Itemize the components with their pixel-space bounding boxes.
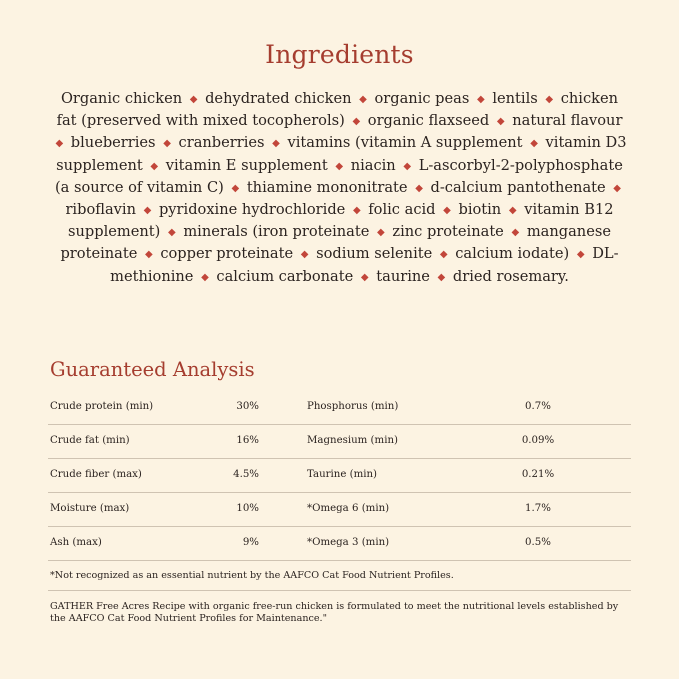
diamond-separator-icon: ◆ [415, 182, 423, 194]
diamond-separator-icon: ◆ [352, 116, 361, 128]
diamond-separator-icon: ◆ [352, 205, 361, 217]
nutrient-value: 1.7% [525, 503, 551, 514]
ingredients-list [52, 89, 627, 289]
ingredient-item: manganese proteinate [60, 223, 611, 263]
diamond-separator-icon: ◆ [613, 182, 621, 194]
ingredient-item: calcium iodate) [455, 245, 570, 263]
ingredient-item: thiamine mononitrate [246, 178, 408, 196]
ingredient-item: dried rosemary. [452, 267, 569, 285]
analysis-row [48, 493, 631, 527]
diamond-separator-icon: ◆ [576, 249, 585, 261]
ingredient-item: folic acid [368, 201, 436, 219]
nutrient-value: 10% [236, 503, 259, 514]
nutrient-value: 0.5% [525, 537, 551, 548]
nutrient-value: 16% [236, 435, 259, 446]
ingredient-item: sodium selenite [316, 245, 433, 263]
analysis-footnote: *Not recognized as an essential nutrient by the AAFCO Cat Food Nutrient Profiles. [48, 561, 631, 591]
nutrient-name: Crude protein (min) [50, 401, 154, 412]
ingredient-item: taurine [376, 267, 430, 285]
diamond-separator-icon: ◆ [359, 94, 367, 105]
ingredient-item: zinc proteinate [392, 223, 504, 241]
ingredient-item: vitamins (vitamin A supplement [287, 134, 523, 152]
nutrient-name: *Omega 6 (min) [307, 503, 390, 514]
ingredient-item: vitamin B12 supplement) [68, 201, 614, 241]
diamond-separator-icon: ◆ [403, 160, 412, 172]
ingredient-item: chicken fat (preserved with mixed tocopherols) [56, 90, 619, 130]
diamond-separator-icon: ◆ [272, 138, 280, 150]
analysis-row [48, 391, 631, 425]
nutrient-value: 0.09% [521, 435, 555, 446]
nutrient-value: 30% [236, 401, 259, 412]
analysis-row [48, 527, 631, 561]
ingredient-item: pyridoxine hydrochloride [158, 201, 346, 219]
guaranteed-analysis-table [48, 391, 631, 624]
guaranteed-analysis-title: Guaranteed Analysis [50, 358, 255, 381]
diamond-separator-icon: ◆ [143, 205, 152, 217]
diamond-separator-icon: ◆ [167, 227, 176, 239]
ingredient-item: d-calcium pantothenate [430, 178, 606, 196]
ingredient-item: lentils [492, 90, 538, 107]
diamond-separator-icon: ◆ [189, 94, 198, 105]
diamond-separator-icon: ◆ [437, 271, 446, 283]
ingredient-item: niacin [350, 156, 396, 174]
ingredient-item: vitamin D3 supplement [56, 134, 627, 174]
nutrient-value: 0.21% [521, 469, 555, 480]
analysis-rows [48, 391, 631, 561]
diamond-separator-icon: ◆ [231, 182, 240, 194]
ingredient-item: cranberries [178, 134, 265, 152]
nutrient-name: Phosphorus (min) [307, 401, 399, 412]
diamond-separator-icon: ◆ [477, 94, 485, 105]
nutrient-name: *Omega 3 (min) [307, 537, 390, 548]
diamond-separator-icon: ◆ [335, 160, 344, 172]
nutrient-value: 0.7% [525, 401, 551, 412]
diamond-separator-icon: ◆ [144, 249, 153, 261]
nutrient-name: Taurine (min) [307, 469, 378, 480]
ingredient-item: riboflavin [65, 201, 136, 219]
ingredient-item: natural flavour [512, 112, 623, 130]
ingredient-item: DL-methionine [110, 245, 619, 285]
diamond-separator-icon: ◆ [201, 271, 209, 283]
ingredient-item: copper proteinate [160, 245, 294, 263]
ingredient-item: blueberries [70, 134, 156, 152]
nutrient-value: 9% [242, 537, 259, 548]
diamond-separator-icon: ◆ [496, 116, 505, 128]
diamond-separator-icon: ◆ [163, 138, 171, 150]
diamond-separator-icon: ◆ [150, 160, 159, 172]
diamond-separator-icon: ◆ [377, 227, 385, 239]
nutrient-name: Crude fat (min) [50, 435, 130, 446]
diamond-separator-icon: ◆ [300, 249, 309, 261]
analysis-row [48, 459, 631, 493]
ingredient-item: biotin [458, 201, 502, 219]
diamond-separator-icon: ◆ [511, 227, 520, 239]
aafco-statement: GATHER Free Acres Recipe with organic free-run chicken is formulated to meet the nutritional levels established by the AAFCO Cat Food Nutrient Profiles for Maintenance." [50, 601, 619, 624]
ingredient-item: L-ascorbyl-2-polyphosphate (a source of vitamin C) [54, 156, 623, 196]
ingredient-item: calcium carbonate [216, 267, 354, 285]
nutrient-name: Magnesium (min) [307, 435, 398, 446]
nutrient-name: Ash (max) [50, 537, 102, 548]
ingredient-item: Organic chicken [60, 90, 183, 107]
diamond-separator-icon: ◆ [439, 249, 448, 261]
nutrient-name: Crude fiber (max) [50, 469, 142, 480]
ingredient-item: organic flaxseed [367, 112, 490, 130]
nutrient-value: 4.5% [233, 469, 259, 480]
diamond-separator-icon: ◆ [545, 94, 554, 105]
nutrient-name: Moisture (max) [50, 503, 130, 514]
ingredient-item: minerals (iron proteinate [183, 223, 370, 241]
ingredient-item: vitamin E supplement [165, 156, 328, 174]
ingredient-item: dehydrated chicken [205, 90, 352, 107]
ingredient-item: organic peas [374, 90, 470, 107]
analysis-row [48, 425, 631, 459]
diamond-separator-icon: ◆ [360, 271, 369, 283]
diamond-separator-icon: ◆ [530, 138, 538, 150]
diamond-separator-icon: ◆ [443, 205, 451, 217]
diamond-separator-icon: ◆ [55, 138, 64, 150]
diamond-separator-icon: ◆ [508, 205, 517, 217]
ingredients-title: Ingredients [265, 40, 414, 69]
